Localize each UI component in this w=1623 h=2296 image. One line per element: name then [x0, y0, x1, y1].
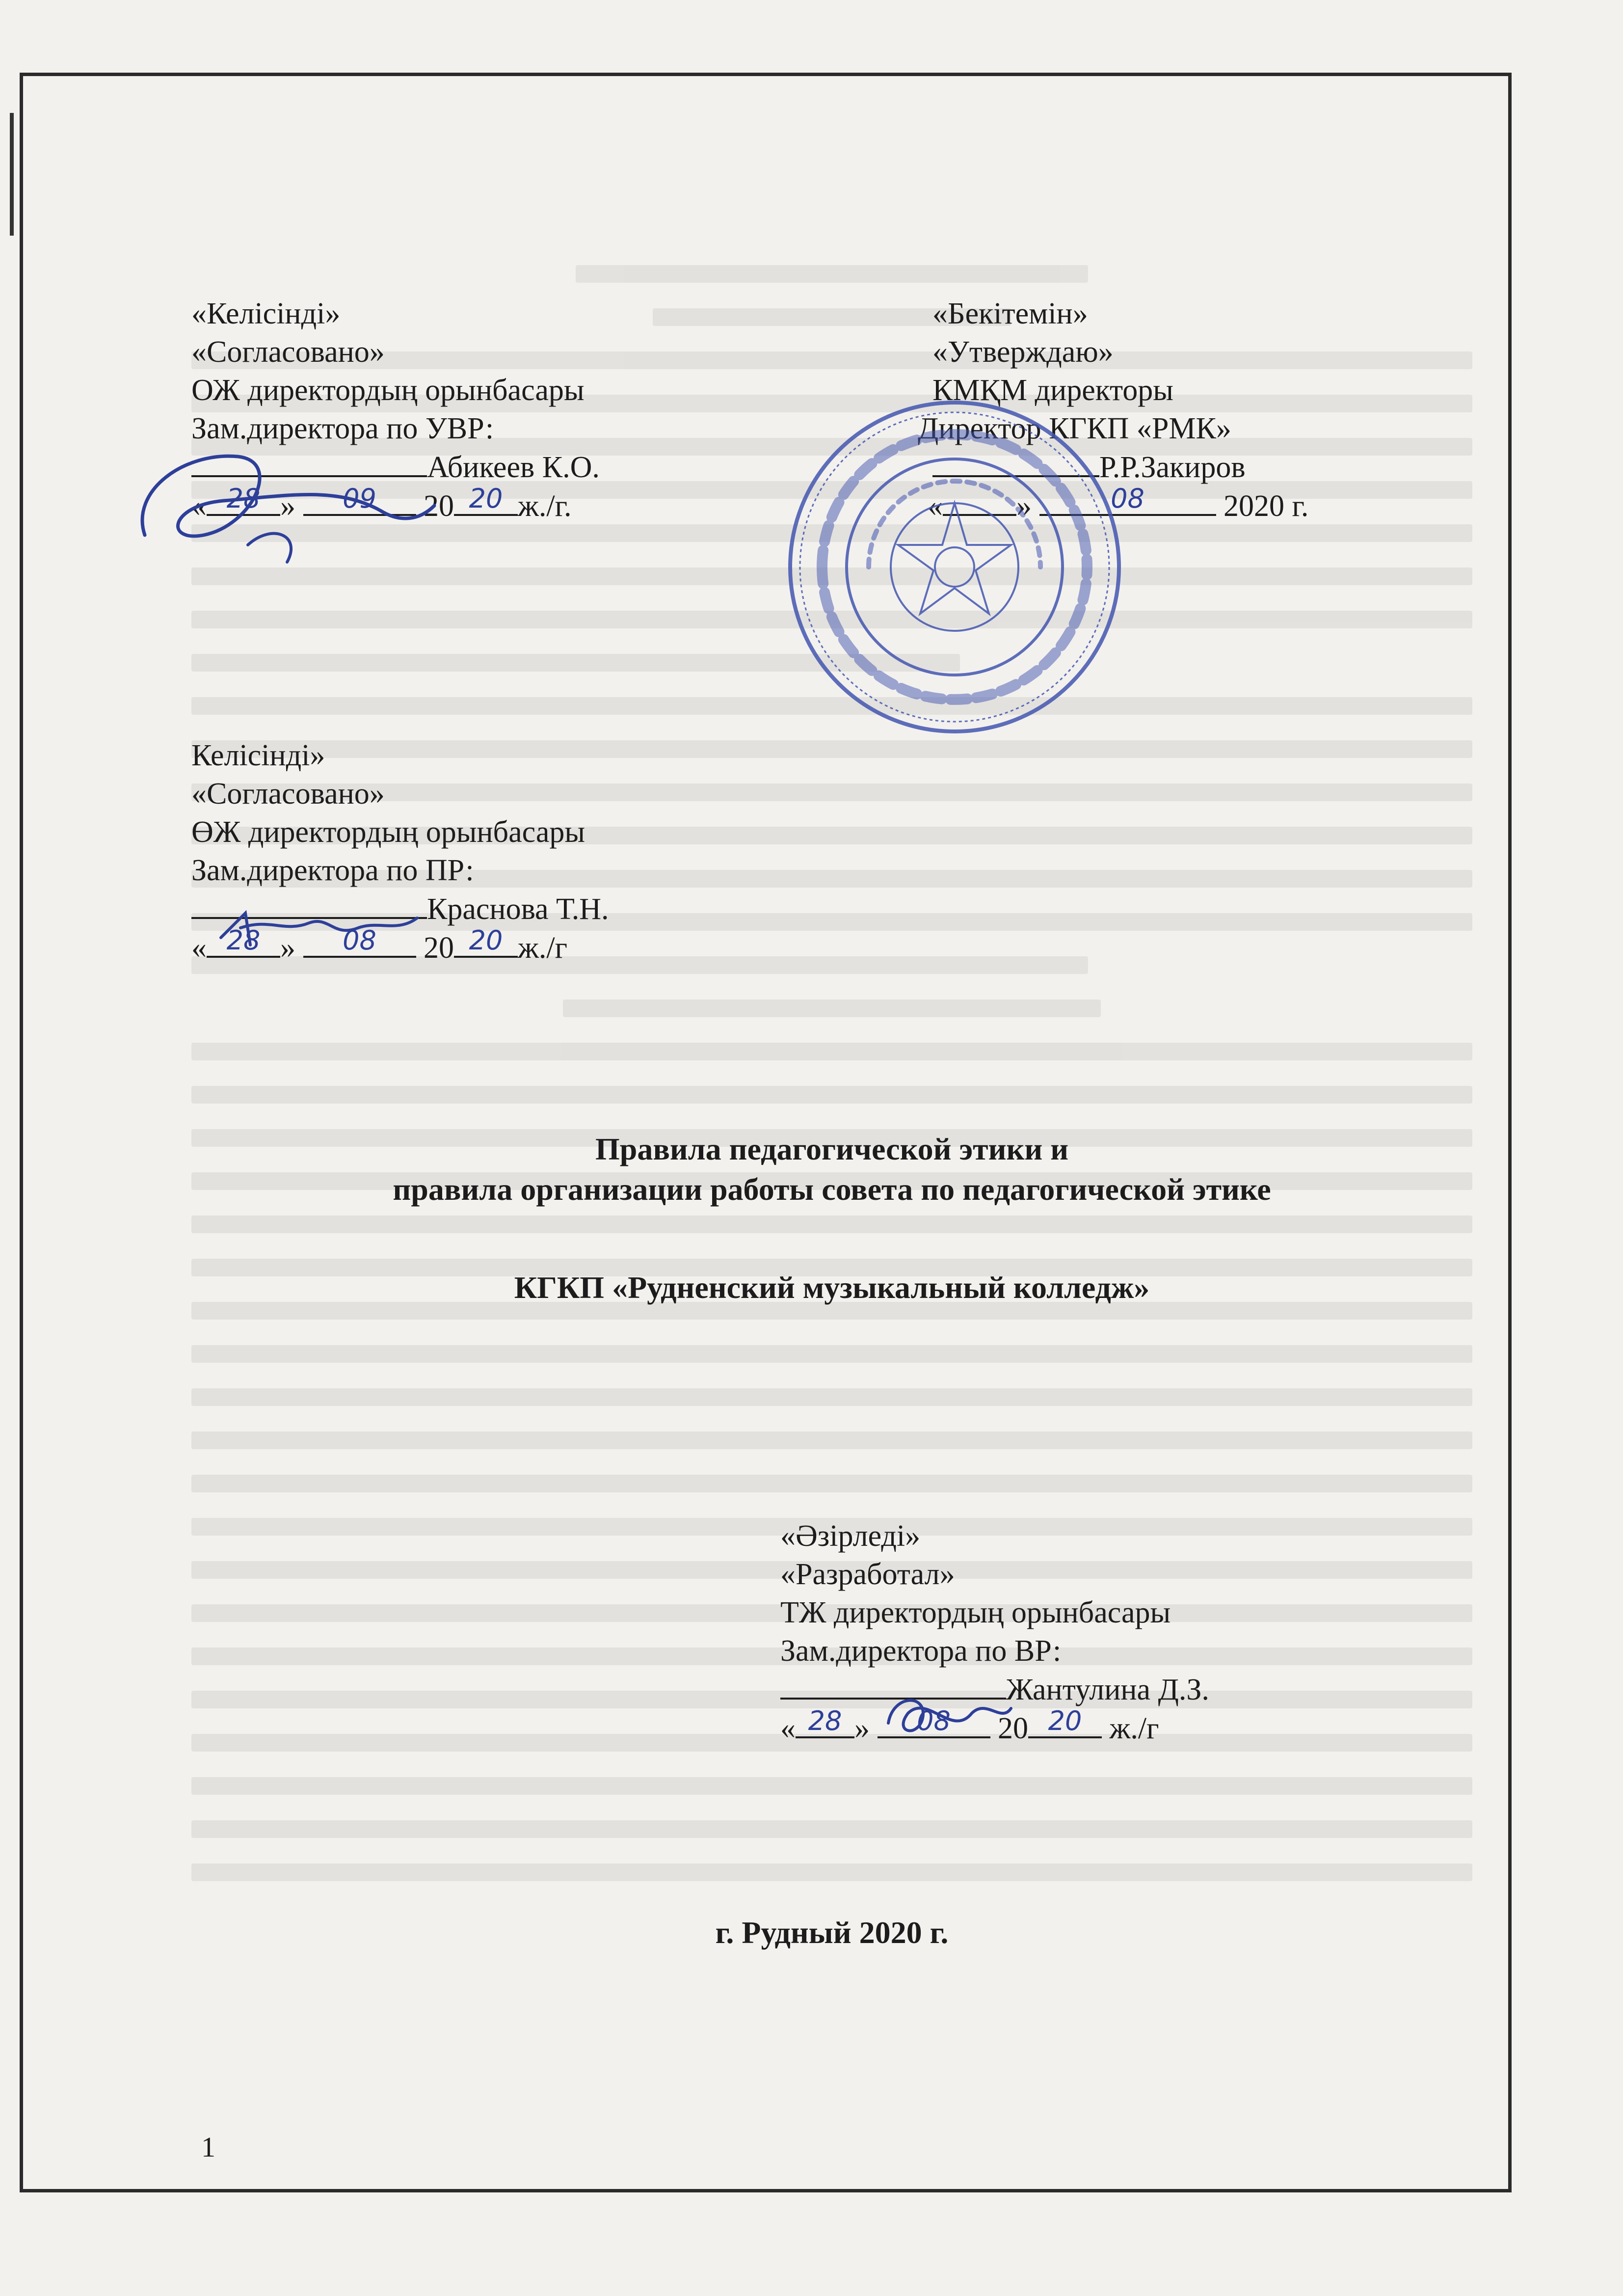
handwritten-month: 08 [343, 925, 376, 956]
handwritten-year: 20 [469, 483, 503, 514]
page-number: 1 [201, 2131, 215, 2163]
signer-name: Краснова Т.Н. [427, 892, 609, 926]
signer-name: Абикеев К.О. [427, 451, 600, 484]
approval-label-kz: «Бекітемін» [932, 297, 1088, 330]
handwritten-day: 28 [226, 483, 261, 514]
handwritten-month: 09 [343, 483, 376, 514]
year-blank [454, 483, 518, 516]
approval-position-ru: Зам.директора по ВР: [780, 1634, 1062, 1668]
title-line-3: КГКП «Рудненский музыкальный колледж» [514, 1270, 1150, 1305]
title-line-1: Правила педагогической этики и [595, 1132, 1069, 1166]
approval-position-ru: Зам.директора по ПР: [191, 854, 474, 887]
date-line: « » 08 2020 г. [928, 483, 1309, 523]
approval-label-kz: «Келісінді» [191, 297, 341, 330]
scan-edge-mark [10, 113, 14, 236]
title-line-2: правила организации работы совета по педагогической этике [393, 1172, 1271, 1207]
date-line: « 28 » 09 20 20 ж./г. [191, 483, 572, 523]
handwritten-year: 20 [1048, 1705, 1082, 1736]
document-title [191, 1129, 1472, 1308]
signature-zhantulina [874, 1684, 1021, 1748]
signer-name: Р.Р.Закиров [1099, 451, 1246, 484]
day-blank [796, 1705, 854, 1738]
approval-label-ru: «Согласовано» [191, 335, 385, 369]
signature-krasnova [211, 898, 427, 957]
city-year: г. Рудный 2020 г. [715, 1915, 949, 1950]
approval-label-ru: «Утверждаю» [932, 335, 1114, 369]
approval-label-kz: «Әзірледі» [780, 1519, 921, 1553]
year-blank [1028, 1705, 1102, 1738]
signature-abikeev [125, 422, 449, 579]
approval-label-kz: Келісінді» [191, 739, 325, 772]
official-seal-stamp [785, 398, 1124, 736]
handwritten-year: 20 [469, 925, 503, 956]
approval-label-ru: «Согласовано» [191, 777, 385, 810]
signer-name: Жантулина Д.З. [1006, 1673, 1209, 1706]
approval-label-ru: «Разработал» [780, 1558, 955, 1591]
handwritten-month: 08 [1111, 483, 1144, 514]
approval-position-kz: ОЖ директордың орынбасары [191, 374, 585, 407]
approval-position-kz: ТЖ директордың орынбасары [780, 1596, 1171, 1629]
approval-position-ru: Зам.директора по УВР: [191, 412, 494, 445]
year-blank [454, 925, 518, 958]
date-line: « 28 » 08 20 20 ж./г [191, 925, 567, 965]
approval-position-ru: Директор КГКП «РМК» [918, 412, 1231, 445]
approval-position-kz: ӨЖ директордың орынбасары [191, 815, 585, 849]
approval-position-kz: КМҚМ директоры [932, 374, 1173, 407]
handwritten-month: 08 [917, 1705, 951, 1736]
date-line: « 28 » 08 20 20 ж./г [780, 1705, 1159, 1745]
handwritten-day: 28 [808, 1705, 842, 1736]
handwritten-day: 28 [226, 925, 261, 956]
